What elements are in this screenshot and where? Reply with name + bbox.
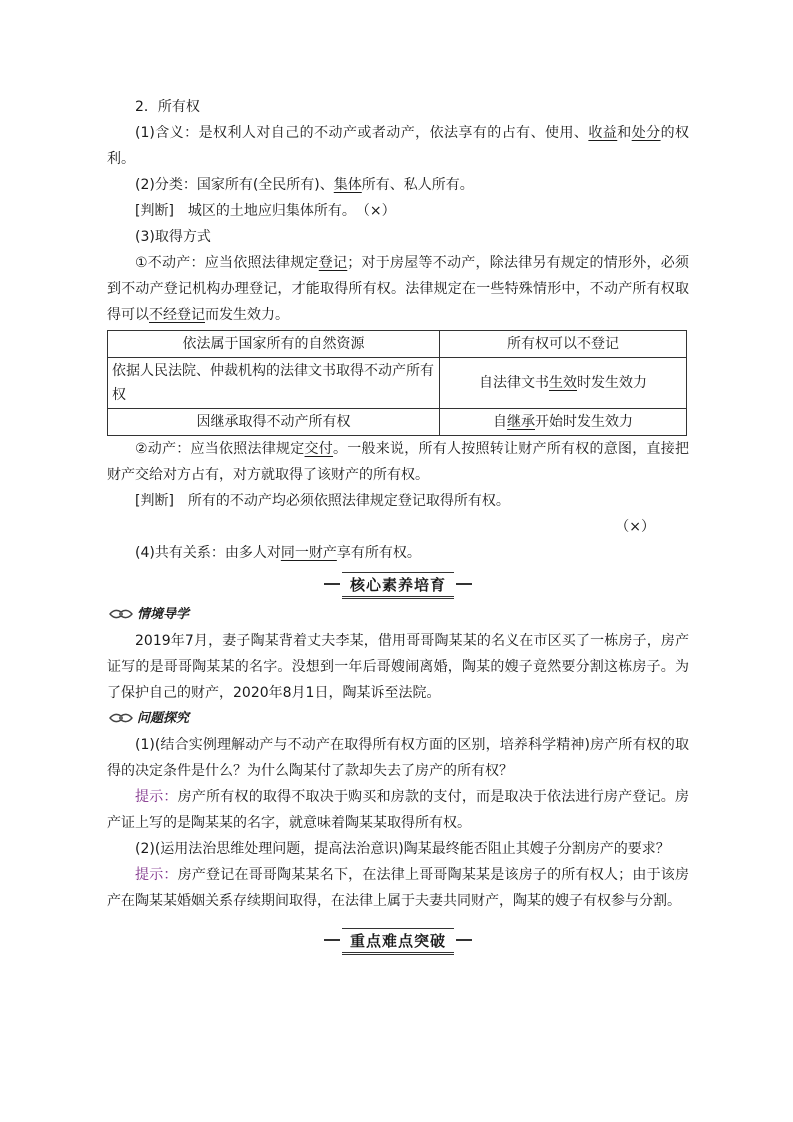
handshake-icon [109, 606, 133, 622]
text: ②动产：应当依照法律规定 [135, 441, 305, 457]
text: (1)含义：是权利人对自己的不动产或者动产，依法享有的占有、使用、 [135, 125, 589, 141]
text: 时发生效力 [577, 375, 647, 391]
underlined-term: 收益 [588, 125, 618, 141]
underlined-term: 处分 [631, 125, 661, 141]
table-cell: 所有权可以不登记 [440, 331, 687, 358]
text: 自 [493, 414, 507, 430]
text: 房产登记在哥哥陶某某名下，在法律上哥哥陶某某是该房子的所有权人；由于该房产在陶某某婚姻关系存续期间取得，在法律上属于夫妻共同财产，陶某的嫂子有权参与分割。 [107, 867, 690, 909]
scene-heading [107, 602, 689, 628]
scene-title: 情境导学 [137, 607, 190, 622]
table-cell: 依法属于国家所有的自然资源 [108, 331, 440, 358]
question-1: (1)(结合实例理解动产与不动产在取得所有权方面的区别，培养科学精神)房产所有权的取得的决定条件是什么？为什么陶某付了款却失去了房产的所有权？ [107, 737, 689, 779]
handshake-icon [109, 710, 133, 726]
text: 自法律文书 [479, 375, 549, 391]
answer-2 [107, 862, 689, 914]
scene-paragraph: 2019年7月，妻子陶某背着丈夫李某，借用哥哥陶某某的名义在市区买了一栋房子，房产证写的是哥哥陶某某的名字。没想到一年后哥嫂闹离婚，陶某的嫂子竟然要分割这栋房子。为了保护自己的财产，2020年8月1日，陶某诉至法院。 [107, 633, 689, 701]
text: 房产所有权的取得不取决于购买和房款的支付，而是取决于依法进行房产登记。房产证上写的是陶某某的名字，就意味着陶某某取得所有权。 [107, 789, 690, 831]
banner-title: 核心素养培育 [342, 572, 454, 599]
immovable-paragraph [107, 250, 689, 328]
underlined-term: 继承 [507, 414, 535, 430]
table-row [108, 409, 687, 436]
answer-1 [107, 784, 689, 836]
text: (4)共有关系：由多人对 [135, 545, 281, 561]
table-cell: 因继承取得不动产所有权 [108, 409, 440, 436]
meaning-paragraph [107, 120, 689, 172]
judge-mark-2: （×） [615, 519, 655, 535]
underlined-term: 不经登记 [149, 307, 205, 323]
text: ①不动产：应当依照法律规定 [135, 255, 319, 271]
question-2: (2)(运用法治思维处理问题，提高法治意识)陶某最终能否阻止其嫂子分割房产的要求？ [135, 841, 670, 857]
hint-label: 提示： [135, 867, 178, 883]
acquire-title: (3)取得方式 [135, 229, 211, 245]
table-cell [440, 358, 687, 409]
underlined-term: 交付 [304, 441, 334, 457]
text: 而发生效力。 [205, 307, 289, 323]
text: (2)分类：国家所有(全民所有)、 [135, 177, 334, 193]
classify-paragraph [107, 172, 689, 198]
banner-title: 重点难点突破 [342, 928, 454, 955]
text: 开始时发生效力 [535, 414, 633, 430]
judge-statement-2: [判断] 所有的不动产均必须依照法律规定登记取得所有权。 [135, 493, 510, 509]
underlined-term: 生效 [549, 375, 577, 391]
text: 和 [617, 125, 632, 141]
section-banner [107, 928, 689, 950]
section-heading: 2．所有权 [135, 99, 200, 115]
text: 享有所有权。 [336, 545, 421, 561]
table-row [108, 358, 687, 409]
judge-statement-1: [判断] 城区的土地应归集体所有。 （×） [135, 203, 396, 219]
table-row [108, 331, 687, 358]
inquiry-title: 问题探究 [137, 711, 190, 726]
inquiry-heading [107, 706, 689, 732]
table-cell [440, 409, 687, 436]
coownership-paragraph [107, 540, 689, 566]
text: 所有、私人所有。 [361, 177, 474, 193]
section-banner [107, 572, 689, 594]
text: 。一般来说，所有人按照转让财产所有权的意图，直接把财产交给对方占有，对方就取得了该财产的所有权。 [107, 441, 689, 483]
table-cell: 依据人民法院、仲裁机构的法律文书取得不动产所有权 [108, 358, 440, 409]
underlined-term: 同一财产 [280, 545, 337, 561]
document-page [107, 94, 689, 958]
text: 的权利。 [107, 125, 689, 167]
movable-paragraph [107, 436, 689, 488]
underlined-term: 集体 [333, 177, 362, 193]
exception-table [107, 330, 687, 436]
text: ；对于房屋等不动产，除法律另有规定的情形外，必须到不动产登记机构办理登记，才能取得所有权。法律规定在一些特殊情形中，不动产所有权取得可以 [107, 255, 689, 323]
underlined-term: 登记 [318, 255, 348, 271]
hint-label: 提示： [135, 789, 178, 805]
